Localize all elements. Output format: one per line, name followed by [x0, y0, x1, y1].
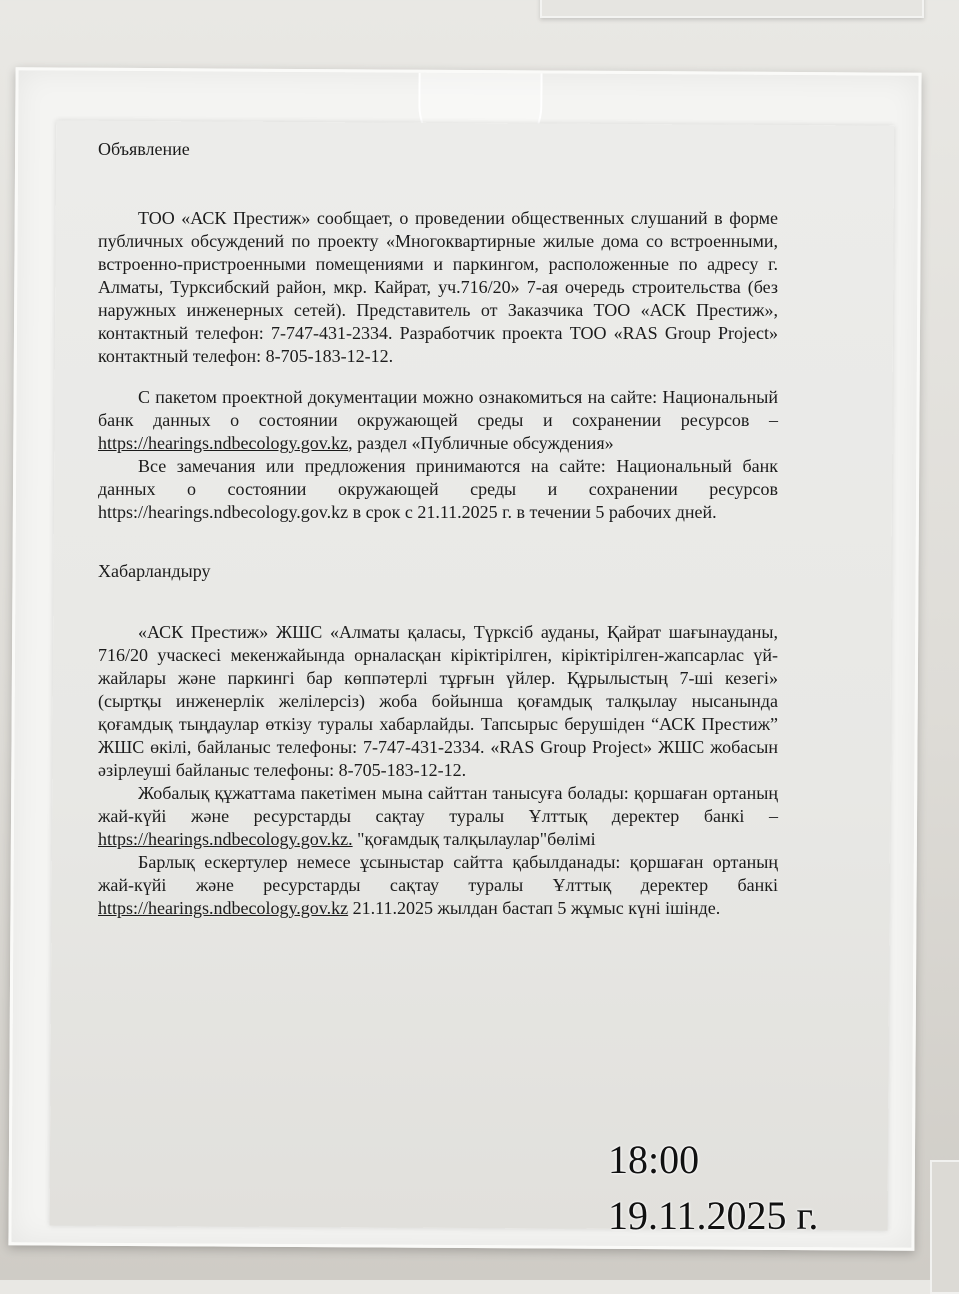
notice-kz-p2-link[interactable]: https://hearings.ndbecology.gov.kz. [98, 829, 353, 849]
notice-title-kz: Хабарландыру [98, 561, 211, 581]
notice-ru-p2-tail: , раздел «Публичные обсуждения» [348, 433, 614, 453]
notice-kz-paragraph-2 [98, 782, 778, 851]
timestamp-time: 18:00 [608, 1137, 700, 1182]
notice-content [98, 138, 778, 920]
notice-title-ru: Объявление [98, 139, 190, 159]
notice-ru-paragraph-1: ТОО «АСК Престиж» сообщает, о проведении общественных слушаний в форме публичных обсуждений по проекту «Многоквартирные жилые дома со встроенными, встроенно-пристроенными помещениями и паркингом, расположенные по адресу г. Алматы, Турксибский район, мкр. Кайрат, уч.716/20» 7-ая очередь строительства (без наружных инженерных сетей). Представитель от Заказчика ТОО «АСК Престиж», контактный телефон: 7-747-431-2334. Разработчик проекта ТОО «RAS Group Project» контактный телефон: 8-705-183-12-12. [98, 208, 778, 366]
notice-kz-paragraph-1: «АСК Престиж» ЖШС «Алматы қаласы, Түрксіб ауданы, Қайрат шағынауданы, 716/20 учаскесі мекенжайында орналасқан кіріктірілген, кіріктірілген-жапсарлас үй-жайлары және паркингі бар көппәтерлі тұрғын үйлер. Құрылыстың 7-ші кезегі» (сыртқы инженерлік желілерсіз) жоба бойынша қоғамдық талқылау нысанында қоғамдық тыңдаулар өткізу туралы хабарлайды. Тапсырыс берушіден “АСК Престиж” ЖШС өкілі, байланыс телефоны: 7-747-431-2334. «RAS Group Project» ЖШС жобасын әзірлеуші байланыс телефоны: 8-705-183-12-12. [98, 622, 778, 780]
notice-kz-p3-text: Барлық ескертулер немесе ұсыныстар сайтта қабылданады: қоршаған ортаның жай-күйі және ресурстарды сақтау туралы Ұлттық деректер банкі [98, 852, 778, 895]
notice-ru-paragraph-2 [98, 386, 778, 455]
timestamp-date: 19.11.2025 г. [608, 1193, 819, 1238]
notice-kz-paragraph-3 [98, 851, 778, 920]
notice-ru-p2-text: С пакетом проектной документации можно ознакомиться на сайте: Национальный банк данных о состоянии окружающей среды и сохранении ресурсов – [98, 387, 778, 430]
notice-kz-p3-link[interactable]: https://hearings.ndbecology.gov.kz [98, 898, 349, 918]
notice-ru-p2-link[interactable]: https://hearings.ndbecology.gov.kz [98, 433, 349, 453]
adjacent-frame-top [540, 0, 924, 18]
notice-kz-p3-tail: 21.11.2025 жылдан бастап 5 жұмыс күні ішінде. [348, 898, 721, 918]
notice-kz-p2-text: Жобалық құжаттама пакетімен мына сайттан танысуға болады: қоршаған ортаның жай-күйі және ресурстарды сақтау туралы Ұлттық деректер банкі – [98, 783, 778, 826]
notice-ru-paragraph-3: Все замечания или предложения принимаются на сайте: Национальный банк данных о состоянии окружающей среды и сохранении ресурсов https://hearings.ndbecology.gov.kz в срок с 21.11.2025 г. в течении 5 рабочих дней. [98, 456, 778, 522]
notice-kz-p2-tail: "қоғамдық талқылаулар"бөлімі [352, 829, 596, 849]
adjacent-frame-right [930, 1160, 959, 1294]
